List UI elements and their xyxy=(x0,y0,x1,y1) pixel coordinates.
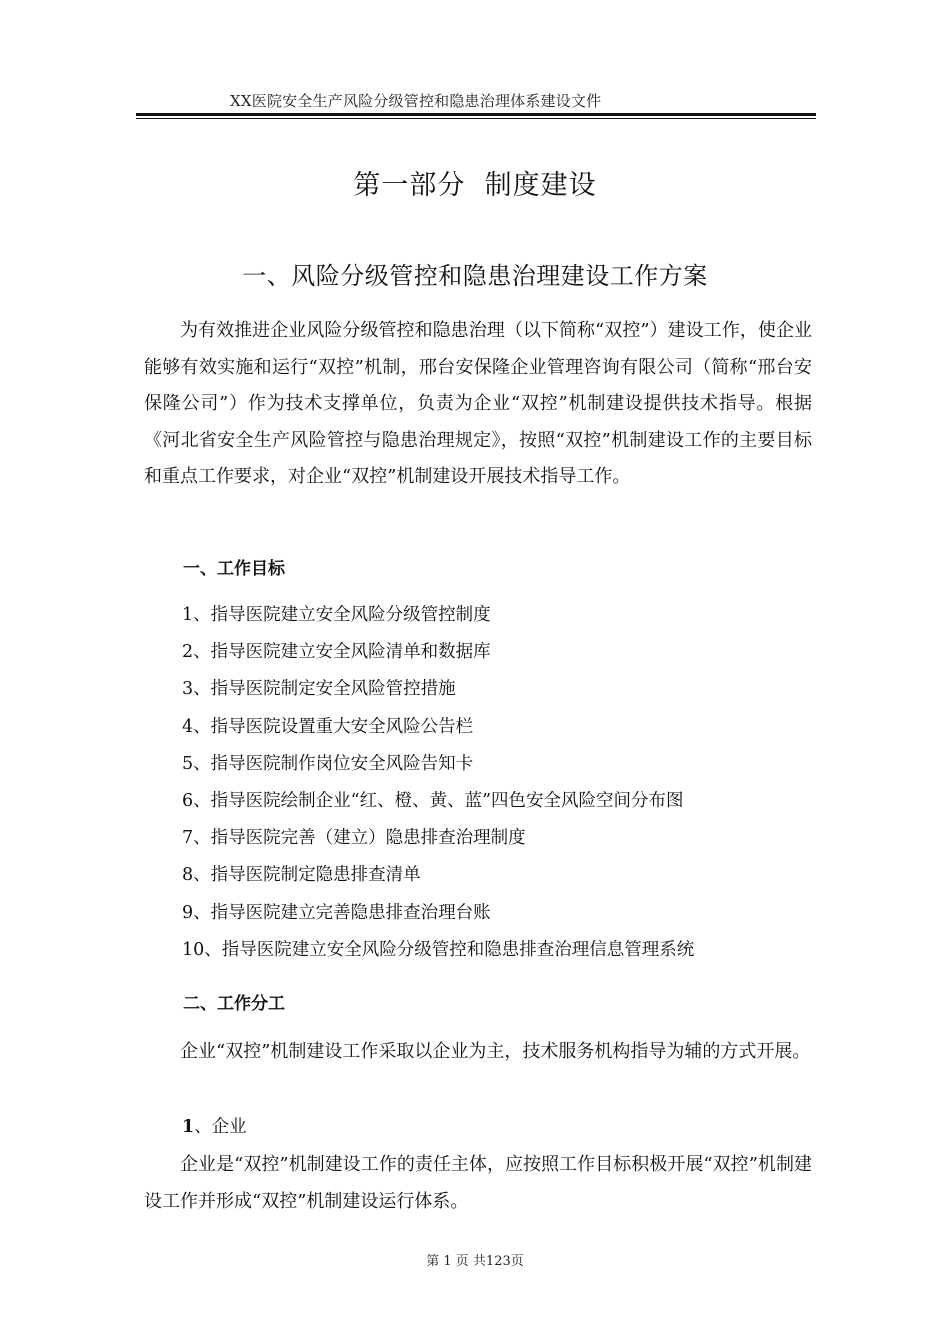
part-title: 第一部分 制度建设 xyxy=(353,170,597,201)
enterprise-heading xyxy=(182,1113,247,1138)
goal-item: 3、指导医院制定安全风险管控措施 xyxy=(182,679,456,700)
goal-item: 2、指导医院建立安全风险清单和数据库 xyxy=(182,642,491,663)
header-rule-thin xyxy=(136,118,816,119)
goals-list xyxy=(182,597,694,969)
goal-item: 10、指导医院建立安全风险分级管控和隐患排查治理信息管理系统 xyxy=(182,939,695,960)
goal-item: 1、指导医院建立安全风险分级管控制度 xyxy=(182,605,491,625)
header-rule-thick xyxy=(136,113,816,116)
intro-paragraph: 为有效推进企业风险分级管控和隐患治理（以下简称“双控”）建设工作，使企业能够有效实施和运行“双控”机制，邢台安保隆企业管理咨询有限公司（简称“邢台安保隆公司”）作为技术支撑单位，负责为企业“双控”机制建设提供技术指导。根据《河北省安全生产风险管控与隐患治理规定》，按照“双控”机制建设工作的主要目标和重点工作要求，对企业“双控”机制建设开展技术指导工作。 xyxy=(144,320,812,487)
division-paragraph: 企业“双控”机制建设工作采取以企业为主，技术服务机构指导为辅的方式开展。 xyxy=(180,1041,811,1062)
enterprise-paragraph: 企业是“双控”机制建设工作的责任主体，应按照工作目标积极开展“双控”机制建设工作并形成“双控”机制建设运行体系。 xyxy=(144,1154,812,1212)
page-footer: 第 1 页 共123页 xyxy=(426,1254,524,1269)
header-title: XX医院安全生产风险分级管控和隐患治理体系建设文件 xyxy=(230,92,602,110)
section-title: 一、风险分级管控和隐患治理建设工作方案 xyxy=(242,262,708,290)
goal-item: 9、指导医院建立完善隐患排查治理台账 xyxy=(182,902,491,923)
goal-item: 6、指导医院绘制企业“红、橙、黄、蓝”四色安全风险空间分布图 xyxy=(182,790,684,811)
goal-item: 7、指导医院完善（建立）隐患排查治理制度 xyxy=(182,828,526,849)
goals-heading: 一、工作目标 xyxy=(183,559,285,579)
division-heading: 二、工作分工 xyxy=(183,994,285,1014)
goal-item: 5、指导医院制作岗位安全风险告知卡 xyxy=(182,753,474,774)
goal-item: 8、指导医院制定隐患排查清单 xyxy=(182,865,421,886)
goal-item: 4、指导医院设置重大安全风险公告栏 xyxy=(182,716,474,737)
enterprise-heading-label: 、企业 xyxy=(194,1117,247,1137)
enterprise-heading-number: 1 xyxy=(182,1117,195,1137)
